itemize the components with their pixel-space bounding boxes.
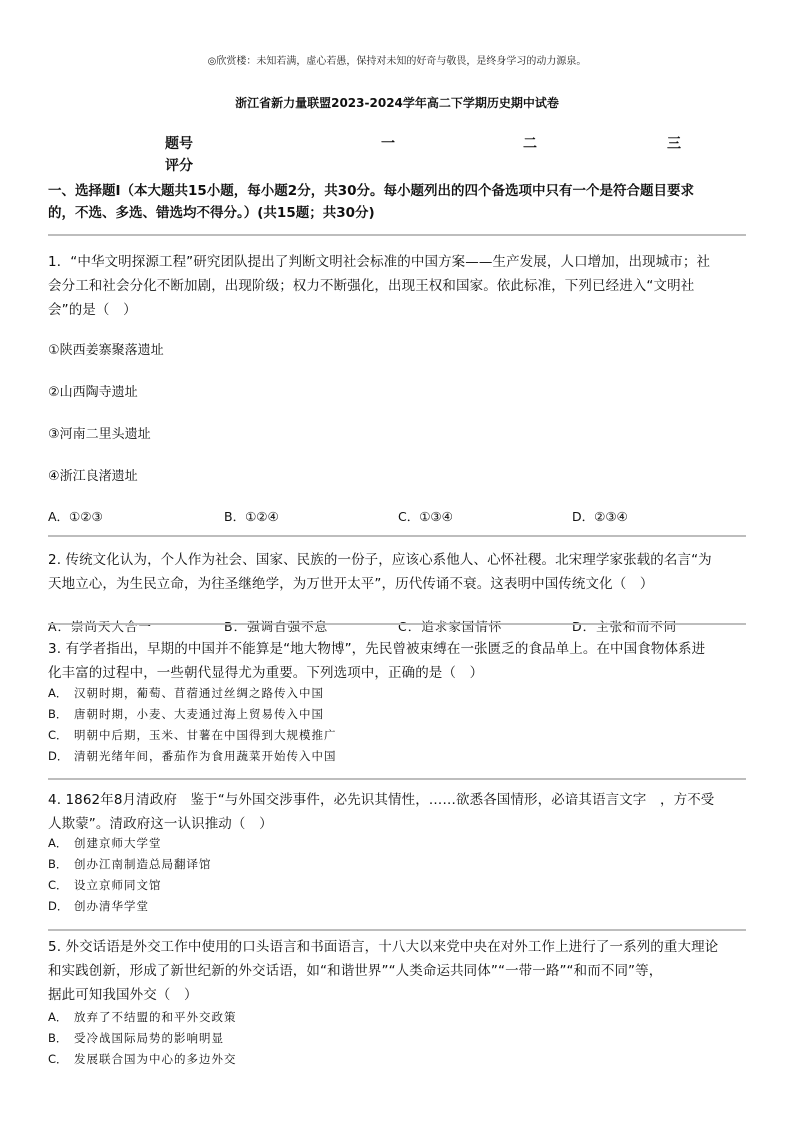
question-2-options — [48, 617, 748, 637]
question-stem: 天地立心，为生民立命，为往圣继绝学，为万世开太平”，历代传诵不衰。这表明中国传统文化（ ） — [48, 576, 654, 592]
divider — [48, 623, 746, 625]
option-b[interactable] — [48, 704, 748, 725]
option-c[interactable] — [48, 875, 748, 896]
option-c[interactable]: C．①③④ — [398, 509, 453, 524]
question-1-item: ③河南二里头遗址 — [48, 427, 151, 442]
option-text: 受冷战国际局势的影响明显 — [74, 1031, 224, 1045]
question-stem: 化丰富的过程中，一些朝代显得尤为重要。下列选项中，正确的是（ ） — [48, 665, 484, 681]
section-heading-line: 一、选择题Ⅰ（本大题共15小题，每小题2分，共30分。每小题列出的四个备选项中只有一个是符合题目要求 — [48, 183, 694, 199]
option-key: A． — [48, 1010, 68, 1024]
option-text: 清朝光绪年间，番茄作为食用蔬菜开始传入中国 — [74, 749, 337, 763]
option-a[interactable] — [48, 1007, 748, 1028]
option-d[interactable] — [48, 896, 748, 917]
score-col-3: 三 — [667, 136, 681, 152]
option-key: A． — [48, 836, 68, 850]
option-key: B． — [48, 857, 68, 871]
option-d[interactable]: D．主张和而不同 — [572, 619, 678, 634]
divider — [48, 929, 746, 931]
option-key: C． — [48, 1052, 68, 1066]
option-key: D． — [48, 749, 69, 763]
score-row-number — [165, 133, 685, 155]
question-5 — [48, 935, 748, 1007]
score-row-label: 评分 — [165, 158, 193, 174]
question-3 — [48, 637, 748, 685]
question-1-item: ②山西陶寺遗址 — [48, 385, 138, 400]
option-c[interactable] — [48, 725, 748, 746]
question-stem: 会分工和社会分化不断加剧，出现阶级；权力不断强化，出现王权和国家。依此标准，下列已经进入“文明社 — [48, 278, 695, 294]
option-c[interactable]: C．追求家国情怀 — [398, 619, 503, 634]
question-3-options — [48, 683, 748, 767]
option-d[interactable] — [48, 746, 748, 767]
option-d[interactable]: D．②③④ — [572, 509, 628, 524]
question-stem: 4. 1862年8月清政府 鉴于“与外国交涉事件，必先识其情性，……欲悉各国情形，必谙其语言文字 ，方不受 — [48, 792, 715, 808]
question-stem: 2. 传统文化认为，个人作为社会、国家、民族的一份子，应该心系他人、心怀社稷。北宋理学家张载的名言“为 — [48, 552, 712, 568]
score-header-label: 题号 — [165, 136, 193, 152]
option-b[interactable]: B．强调自强不息 — [224, 619, 329, 634]
question-1-item: ①陕西姜寨聚落遗址 — [48, 343, 164, 358]
score-col-2: 二 — [523, 136, 537, 152]
option-c[interactable] — [48, 1049, 748, 1070]
option-a[interactable]: A．①②③ — [48, 509, 103, 524]
question-4-options — [48, 833, 748, 917]
question-stem: 人欺蒙”。清政府这一认识推动（ ） — [48, 816, 273, 832]
option-text: 发展联合国为中心的多边外交 — [74, 1052, 237, 1066]
question-1-options — [48, 507, 748, 527]
question-stem: 5. 外交话语是外交工作中使用的口头语言和书面语言，十八大以来党中央在对外工作上进行了一系列的重大理论 — [48, 939, 719, 955]
option-text: 设立京师同文馆 — [74, 878, 162, 892]
option-key: B． — [48, 707, 68, 721]
option-text: 放弃了不结盟的和平外交政策 — [74, 1010, 237, 1024]
question-stem: 1．“中华文明探源工程”研究团队提出了判断文明社会标准的中国方案——生产发展，人口增加，出现城市；社 — [48, 254, 711, 270]
option-key: C． — [48, 878, 68, 892]
question-stem: 据此可知我国外交（ ） — [48, 987, 198, 1003]
option-text: 创建京师大学堂 — [74, 836, 162, 850]
divider — [48, 778, 746, 780]
section-heading — [48, 180, 748, 224]
question-stem: 3. 有学者指出，早期的中国并不能算是“地大物博”，先民曾被束缚在一张匮乏的食品单上。在中国食物体系进 — [48, 641, 706, 657]
divider — [48, 535, 746, 537]
option-b[interactable] — [48, 1028, 748, 1049]
motto-line: ◎欣赏楼：未知若满，虚心若愚，保持对未知的好奇与敬畏，是终身学习的动力源泉。 — [207, 56, 587, 67]
option-text: 汉朝时期，葡萄、苜蓿通过丝绸之路传入中国 — [74, 686, 324, 700]
option-text: 创办清华学堂 — [74, 899, 149, 913]
question-1 — [48, 250, 748, 322]
question-stem: 和实践创新，形成了新世纪新的外交话语，如“和谐世界”“人类命运共同体”“一带一路”“和而不同”等， — [48, 963, 663, 979]
option-b[interactable] — [48, 854, 748, 875]
option-a[interactable]: A．崇尚天人合一 — [48, 619, 153, 634]
option-a[interactable] — [48, 683, 748, 704]
question-5-options — [48, 1007, 748, 1070]
score-table — [165, 133, 685, 177]
option-key: C． — [48, 728, 68, 742]
question-stem: 会”的是（ ） — [48, 302, 137, 318]
option-a[interactable] — [48, 833, 748, 854]
option-key: A． — [48, 686, 68, 700]
section-heading-line: 的，不选、多选、错选均不得分。）(共15题；共30分) — [48, 205, 375, 221]
option-key: D． — [48, 899, 69, 913]
option-text: 创办江南制造总局翻译馆 — [74, 857, 212, 871]
question-2 — [48, 548, 748, 596]
question-1-item: ④浙江良渚遗址 — [48, 469, 138, 484]
score-col-1: 一 — [381, 136, 395, 152]
divider — [48, 234, 746, 236]
question-4 — [48, 788, 748, 836]
score-row-score — [165, 155, 685, 177]
page-title: 浙江省新力量联盟2023-2024学年高二下学期历史期中试卷 — [235, 96, 559, 110]
option-text: 唐朝时期，小麦、大麦通过海上贸易传入中国 — [74, 707, 324, 721]
option-b[interactable]: B．①②④ — [224, 509, 279, 524]
option-text: 明朝中后期，玉米、甘薯在中国得到大规模推广 — [74, 728, 337, 742]
option-key: B． — [48, 1031, 68, 1045]
